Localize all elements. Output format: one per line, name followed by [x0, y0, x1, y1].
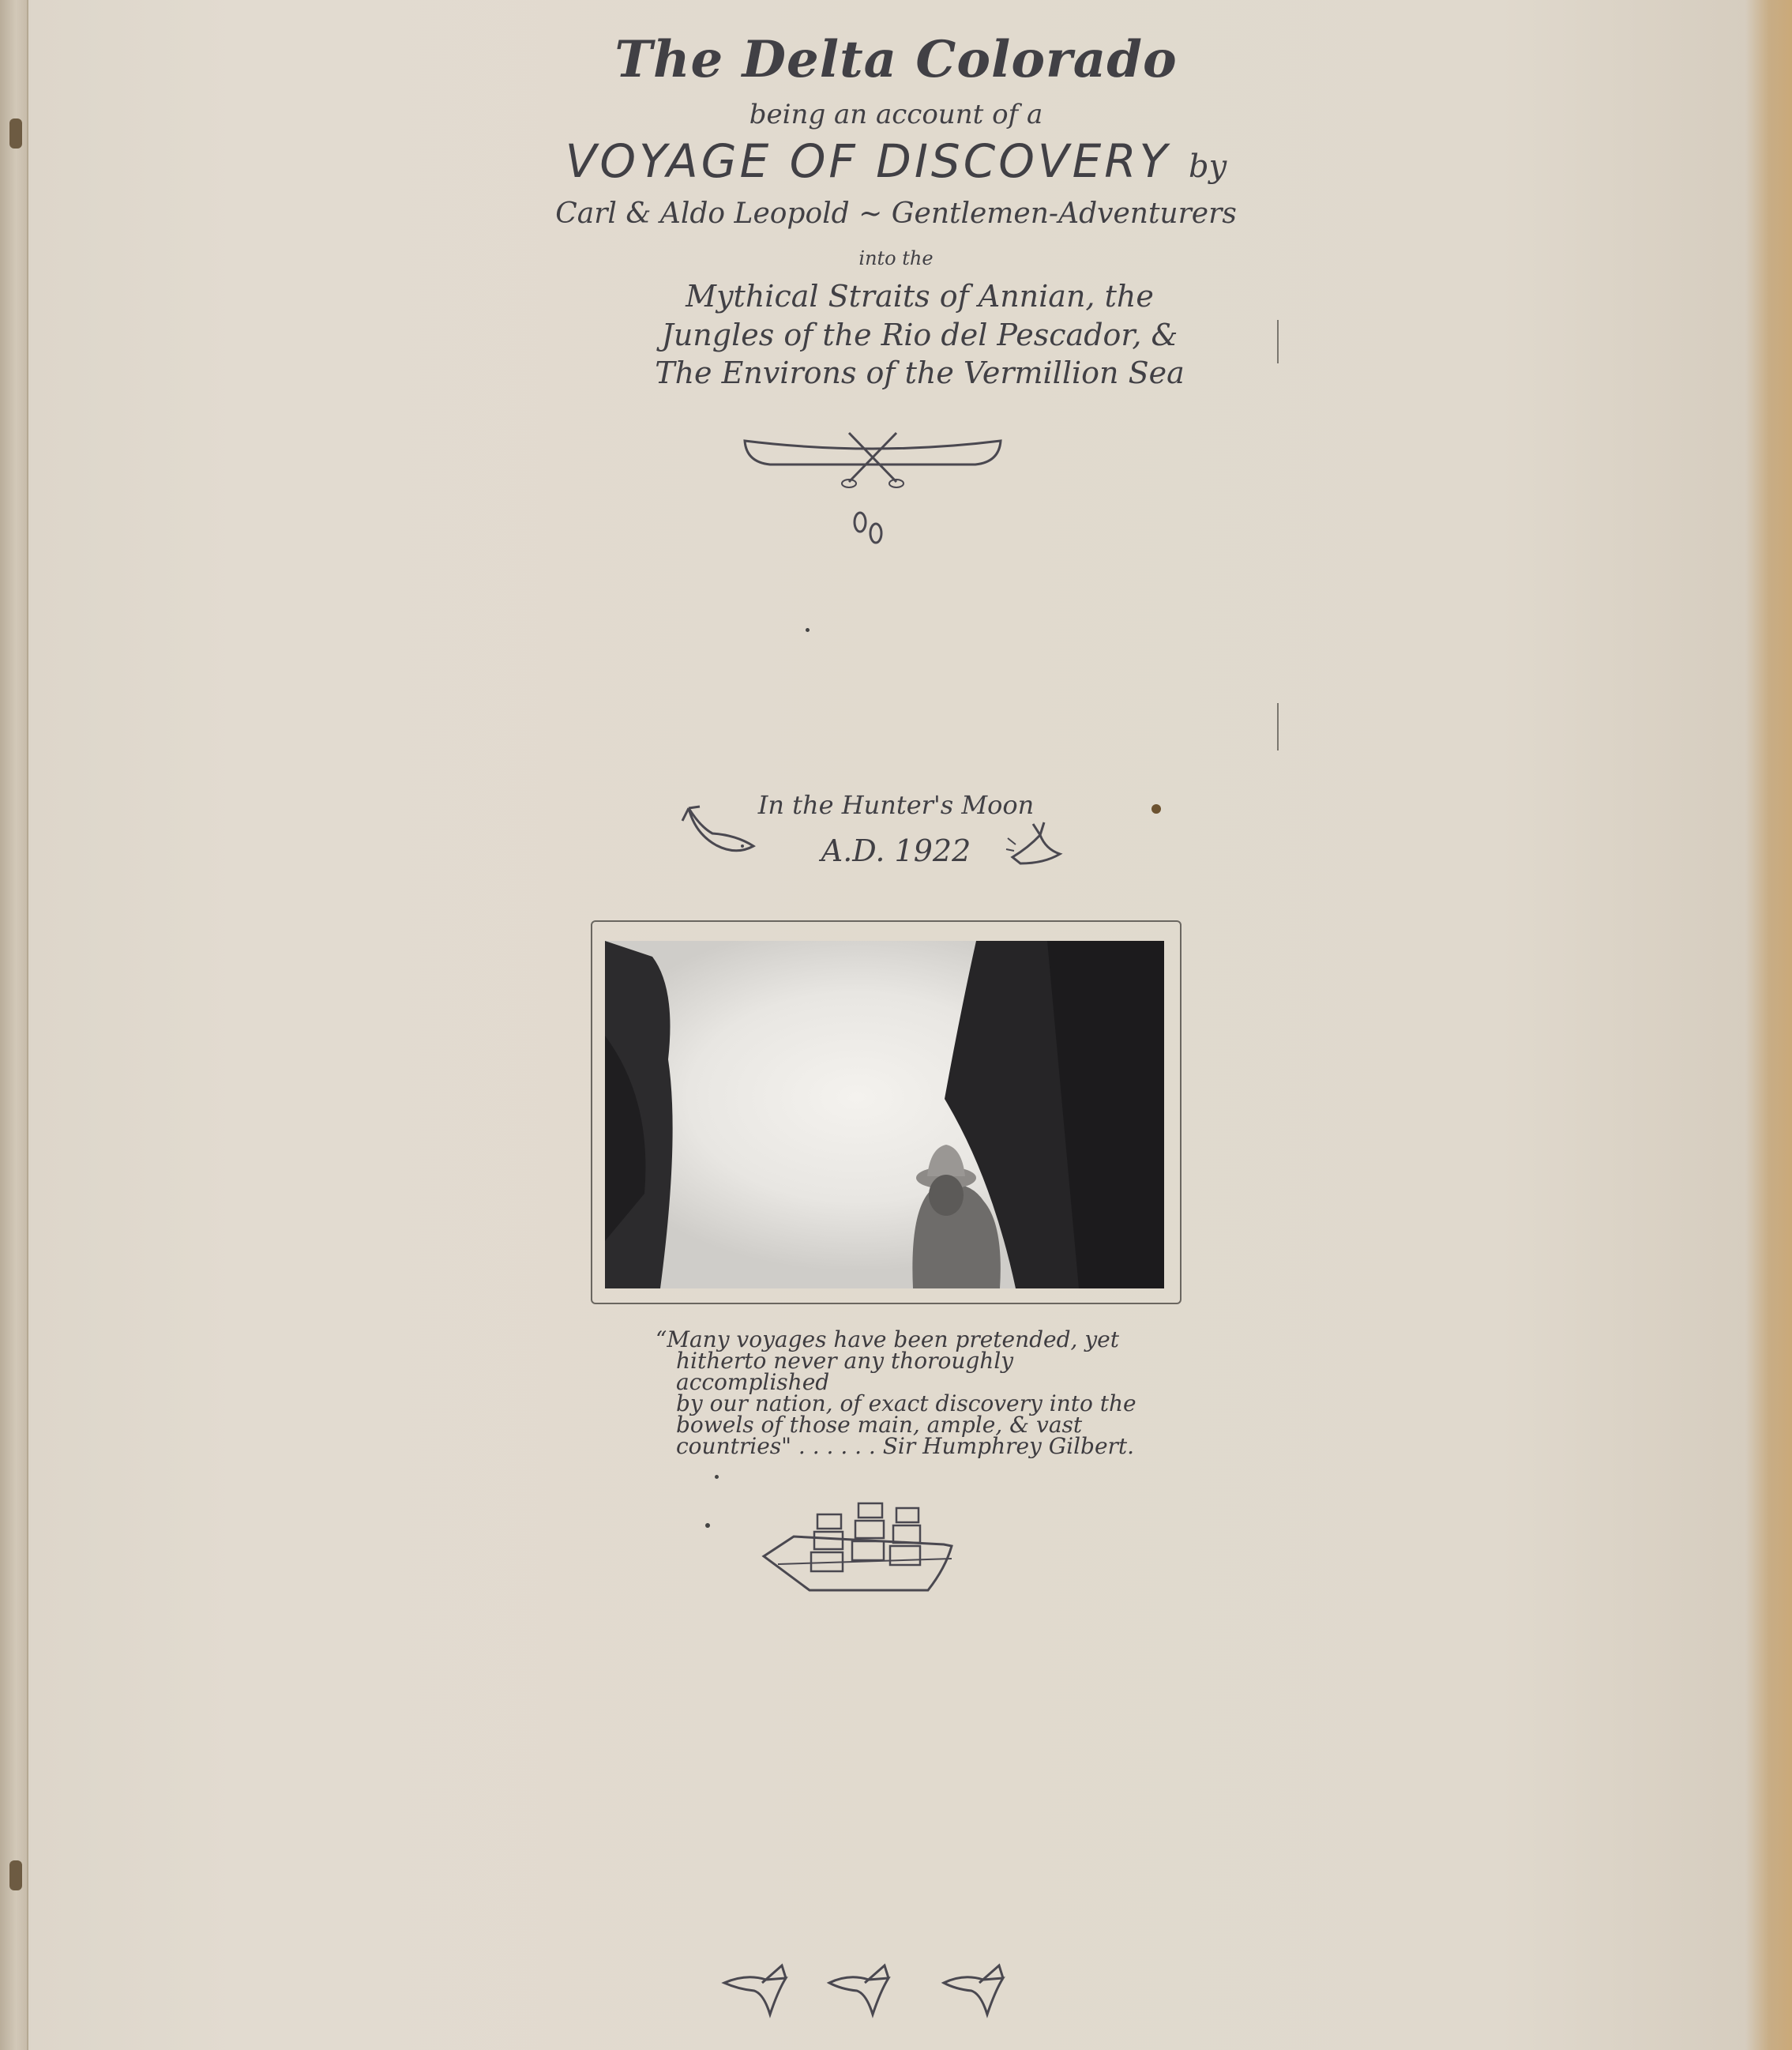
- title-line-3: VOYAGE OF DISCOVERY: [565, 134, 1170, 188]
- title-line-6: Mythical Straits of Annian, the: [686, 279, 1154, 314]
- bird-icon: [1005, 818, 1068, 873]
- river-photograph: [605, 941, 1164, 1288]
- photo-frame: [591, 920, 1182, 1304]
- title-line-4: Carl & Aldo Leopold ~ Gentlemen-Adventurers: [555, 197, 1237, 230]
- fish-icon: [681, 802, 760, 865]
- title-line-3-row: [0, 134, 1792, 190]
- quote-line: countries" . . . . . . Sir Humphrey Gilbert.: [676, 1433, 1135, 1459]
- quote-line: bowels of those main, ample, & vast: [676, 1412, 1083, 1438]
- flying-geese-icon: [723, 1959, 1039, 2022]
- ink-dot: [715, 1475, 719, 1479]
- title-line-1: The Delta Colorado: [614, 30, 1178, 89]
- title-line-7: Jungles of the Rio del Pescador, &: [661, 318, 1178, 352]
- binding-ring: [9, 1860, 22, 1890]
- title-line-2: being an account of a: [749, 99, 1043, 130]
- dateline-line-2: A.D. 1922: [821, 833, 971, 868]
- title-by: by: [1189, 149, 1227, 185]
- quotation: [656, 1326, 1161, 1459]
- quote-line: hitherto never any thoroughly accomplished: [676, 1348, 1014, 1395]
- ink-dot: [705, 1523, 710, 1528]
- canoe-with-paddles-icon: [738, 427, 1007, 490]
- quote-line: by our nation, of exact discovery into the: [676, 1390, 1136, 1416]
- dateline-line-1: In the Hunter's Moon: [757, 790, 1035, 820]
- title-line-5: into the: [858, 247, 934, 269]
- sailing-ship-icon: [762, 1497, 967, 1592]
- page-mark: [1277, 703, 1279, 750]
- ink-dot: [806, 628, 810, 632]
- quote-line: “Many voyages have been pretended, yet: [656, 1326, 1119, 1352]
- footprints-icon: [849, 510, 888, 549]
- title-line-8: The Environs of the Vermillion Sea: [655, 355, 1185, 390]
